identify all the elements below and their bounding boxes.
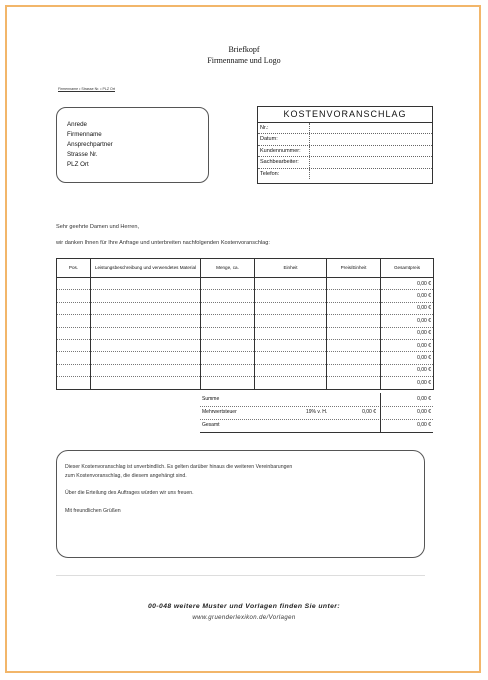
table-header-row	[57, 259, 434, 278]
row-total: 0,00 €	[381, 278, 434, 290]
col-header-unit: Einheit	[255, 259, 327, 278]
footer-promo: 00-048 weitere Muster und Vorlagen finden Sie unter:	[147, 603, 341, 610]
col-header-quantity: Menge, ca.	[201, 259, 255, 278]
col-header-pos: Pos.	[57, 259, 91, 278]
vat-rate: 19% v. H.	[306, 409, 328, 415]
quote-field-label: Nr.:	[258, 123, 310, 133]
sum-label: Summe	[202, 396, 220, 402]
quote-field-label: Telefon:	[258, 169, 310, 179]
table-row[interactable]	[57, 302, 434, 314]
quote-field-row[interactable]	[258, 134, 432, 145]
col-header-total: Gesamtpreis	[381, 259, 434, 278]
vat-row	[200, 406, 433, 420]
row-total: 0,00 €	[381, 377, 434, 389]
intro-text: wir danken Ihnen für Ihre Anfrage und unterbreiten nachfolgenden Kostenvoranschlag:	[56, 240, 270, 246]
table-row[interactable]	[57, 339, 434, 351]
footer-divider	[56, 575, 425, 576]
address-line: Anrede	[67, 121, 87, 128]
total-value: 0,00 €	[380, 419, 433, 432]
items-table	[56, 258, 434, 390]
table-row[interactable]	[57, 377, 434, 389]
total-label: Gesamt	[202, 422, 220, 428]
notes-line: zum Kostenvoranschlag, die diesem angehängt sind.	[65, 472, 187, 479]
quote-field-label: Kundennummer:	[258, 146, 310, 156]
col-header-description: Leistungsbeschreibung und verwendetes Material	[91, 259, 201, 278]
closing-line: Mit freundlichen Grüßen	[65, 507, 121, 514]
notes-line: Dieser Kostenvoranschlag ist unverbindlich. Es gelten darüber hinaus die weiteren Vereinbarungen	[65, 464, 293, 470]
greeting: Sehr geehrte Damen und Herren,	[56, 224, 140, 230]
address-line: Strasse Nr.	[67, 151, 98, 158]
sum-row	[200, 393, 433, 407]
quote-field-label: Sachbearbeiter:	[258, 157, 310, 167]
address-line: PLZ Ort	[67, 161, 89, 168]
notes-line: Über die Erteilung des Auftrages würden wir uns freuen.	[65, 490, 194, 496]
row-total: 0,00 €	[381, 302, 434, 314]
col-header-unit-price: Preis/Einheit	[327, 259, 381, 278]
quote-field-row[interactable]	[258, 157, 432, 168]
vat-label: Mehrwertsteuer	[202, 409, 237, 415]
vat-value: 0,00 €	[380, 406, 433, 419]
letterhead-line-2: Firmenname und Logo	[207, 56, 281, 65]
table-row[interactable]	[57, 290, 434, 302]
table-row[interactable]	[57, 278, 434, 290]
notes-box	[56, 450, 425, 558]
quote-field-row[interactable]	[258, 146, 432, 157]
quote-field-row[interactable]	[258, 169, 432, 179]
row-total: 0,00 €	[381, 364, 434, 376]
total-row	[200, 419, 433, 433]
address-line: Ansprechpartner	[67, 141, 113, 148]
vat-amount: 0,00 €	[362, 409, 376, 415]
quote-info-box	[257, 106, 433, 184]
quote-title: KOSTENVORANSCHLAG	[258, 107, 432, 123]
sender-line: Firmenname • Strasse Nr. • PLZ Ort	[58, 87, 116, 91]
letterhead-line-1: Briefkopf	[228, 45, 260, 54]
quote-field-row[interactable]	[258, 123, 432, 134]
quote-field-label: Datum:	[258, 134, 310, 144]
table-row[interactable]	[57, 364, 434, 376]
row-total: 0,00 €	[381, 327, 434, 339]
row-total: 0,00 €	[381, 352, 434, 364]
table-row[interactable]	[57, 352, 434, 364]
row-total: 0,00 €	[381, 339, 434, 351]
address-box	[56, 107, 209, 183]
table-row[interactable]	[57, 315, 434, 327]
row-total: 0,00 €	[381, 315, 434, 327]
address-line: Firmenname	[67, 131, 102, 138]
footer-url[interactable]: www.gruenderlexikon.de/Vorlagen	[192, 615, 296, 621]
table-row[interactable]	[57, 327, 434, 339]
row-total: 0,00 €	[381, 290, 434, 302]
sum-value: 0,00 €	[380, 393, 433, 406]
